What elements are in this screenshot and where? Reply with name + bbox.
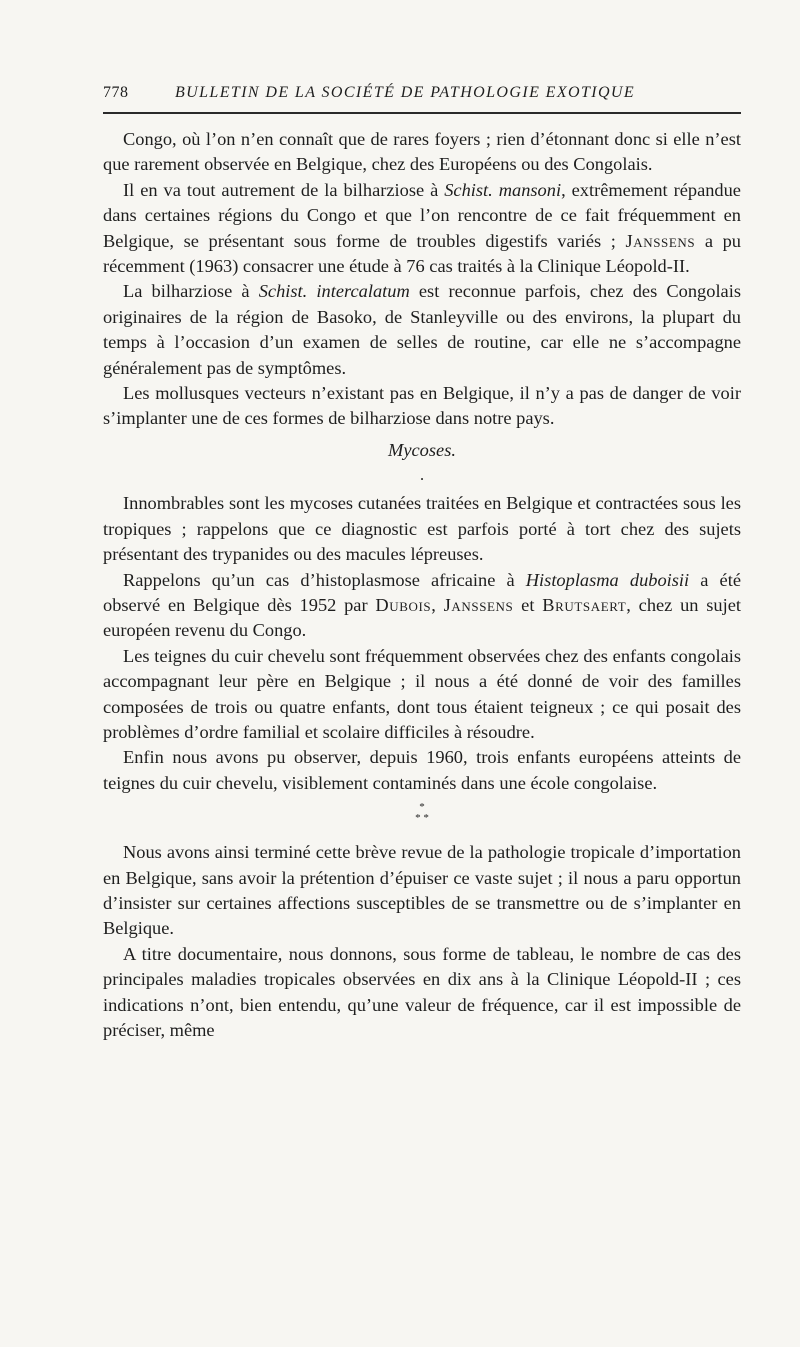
paragraph-7: Les teignes du cuir chevelu sont fréquemment observées chez des enfants congolais accompagnant leur père en Belgique ; il nous a été donné de voir des familles composées de trois ou quatre enfants, dont tous étaient teigneux ; ce qui posait des problèmes d’ordre familial et scolaire difficiles à résoudre. bbox=[103, 645, 741, 742]
author-name: Janssens bbox=[625, 230, 696, 251]
paragraph-6 bbox=[103, 568, 741, 644]
paragraph-10: A titre documentaire, nous donnons, sous forme de tableau, le nombre de cas des principales maladies tropicales observées en dix ans à la Clinique Léopold-II ; ces indications n’ont, bien entendu, qu’une valeur de fréquence, car il est impossible de préciser, même bbox=[103, 943, 741, 1040]
text-run: , extrêmement répandue dans certaines régions du Congo et que l’on rencontre de ce fait fréquemment en Belgique, se présentant sous forme de troubles digestifs variés ; bbox=[103, 179, 741, 251]
section-separator bbox=[103, 802, 741, 824]
paragraph-8: Enfin nous avons pu observer, depuis 1960, trois enfants européens atteints de teignes du cuir chevelu, visiblement contaminés dans une école congolaise. bbox=[103, 747, 741, 793]
asterism-bottom: * * bbox=[415, 812, 429, 825]
text-run: Rappelons qu’un cas d’histoplasmose africaine à bbox=[123, 569, 526, 590]
journal-title: BULLETIN DE LA SOCIÉTÉ DE PATHOLOGIE EXOTIQUE bbox=[175, 84, 636, 101]
species-name: Schist. mansoni bbox=[444, 179, 562, 200]
paragraph-2 bbox=[103, 178, 741, 280]
author-name: Janssens bbox=[443, 594, 514, 615]
paragraph-5: Innombrables sont les mycoses cutanées traitées en Belgique et contractées sous les tropiques ; rappelons que ce diagnostic est parfois porté à tort chez des sujets présentant des trypanides ou des macules lépreuses. bbox=[103, 493, 741, 565]
text-run: est reconnue parfois, chez des Congolais originaires de la région de Basoko, de Stanleyville ou des environs, la plupart du temps à l’occasion d’un examen de selles de routine, car elle ne s’accompagne généralement pas de symptômes. bbox=[103, 281, 741, 378]
paragraph-4: Les mollusques vecteurs n’existant pas en Belgique, il n’y a pas de danger de voir s’implanter une de ces formes de bilharziose dans notre pays. bbox=[103, 383, 741, 429]
ornament-dot: • bbox=[420, 475, 424, 485]
author-name: Brutsaert bbox=[542, 594, 627, 615]
section-title: Mycoses. bbox=[388, 439, 456, 460]
text-run: a été observé en Belgique dès 1952 par bbox=[103, 569, 741, 615]
text-run: Il en va tout autrement de la bilharziose à bbox=[123, 179, 445, 200]
text-run: , bbox=[431, 594, 444, 615]
running-header bbox=[103, 84, 741, 102]
paragraph-3 bbox=[103, 279, 741, 381]
text-run: , chez un sujet européen revenu du Congo. bbox=[103, 594, 742, 641]
article-body bbox=[103, 127, 741, 1043]
text-run: et bbox=[513, 594, 543, 615]
text-run: a pu récemment (1963) consacrer une étude à 76 cas traités à la Clinique Léopold-II. bbox=[103, 230, 741, 277]
header-rule bbox=[103, 112, 741, 114]
species-name: Histoplasma duboisii bbox=[525, 569, 690, 590]
paragraph-9: Nous avons ainsi terminé cette brève revue de la pathologie tropicale d’importation en Belgique, sans avoir la prétention d’épuiser ce vaste sujet ; il nous a paru opportun d’insister sur certaines affections susceptibles de se transmettre ou de s’implanter en Belgique. bbox=[103, 842, 741, 939]
paragraph-1: Congo, où l’on n’en connaît que de rares foyers ; rien d’étonnant donc si elle n’est que rarement observée en Belgique, chez des Européens ou des Congolais. bbox=[103, 129, 741, 175]
text-run: La bilharziose à bbox=[123, 281, 259, 302]
page-number: 778 bbox=[103, 84, 129, 101]
species-name: Schist. intercalatum bbox=[258, 281, 410, 302]
author-name: Dubois bbox=[375, 594, 432, 615]
asterism-top: * bbox=[419, 801, 425, 814]
